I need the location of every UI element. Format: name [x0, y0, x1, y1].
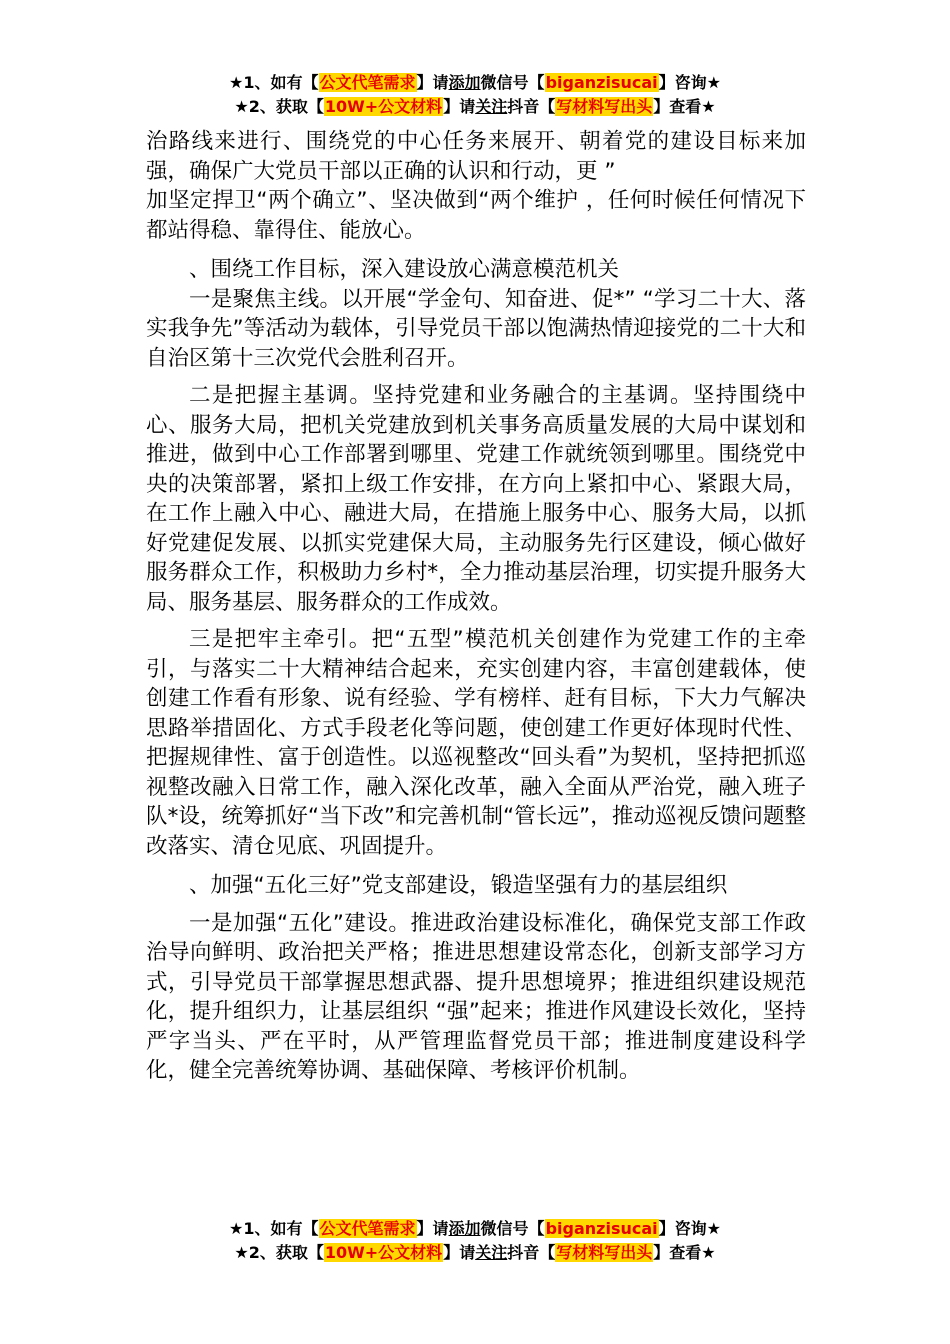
banner-text: 抖音【: [507, 1243, 556, 1262]
banner-underline: 关注: [475, 1243, 508, 1262]
paragraph-4: 二是把握主基调。坚持党建和业务融合的主基调。坚持围绕中心、服务大局，把机关党建放到机关事务高质量发展的大局中谋划和推进，做到中心工作部署到哪里、党建工作就统领到哪里。围绕党中央的决策部署，紧扣上级工作安排，在方向上紧扣中心、紧跟大局，在工作上融入中心、融进大局，在措施上服务中心、服务大局，以抓好党建促发展、以抓实党建保大局，主动服务先行区建设，倾心做好服务群众工作，积极助力乡村*，全力推动基层治理，切实提升服务大局、服务基层、服务群众的工作成效。: [146, 383, 806, 615]
banner-line-2: [0, 96, 950, 120]
banner-highlight: 10W+公文材料: [324, 97, 443, 116]
banner-text: 】查看★: [653, 1243, 716, 1262]
paragraph-6: 一是加强“五化”建设。推进政治建设标准化，确保党支部工作政治导向鲜明、政治把关严格；推进思想建设常态化，创新支部学习方式，引导党员干部掌握思想武器、提升思想境界；推进组织建设规范化，提升组织力，让基层组织 “强”起来；推进作风建设长效化，坚持严字当头、严在平时，从严管理监督党员干部；推进制度建设科学化，健全完善统筹协调、基础保障、考核评价机制。: [146, 910, 806, 1083]
banner-underline: 添加: [448, 73, 481, 92]
banner-highlight: biganzisucai: [545, 73, 658, 92]
banner-text: 】查看★: [653, 97, 716, 116]
paragraph-2: 加坚定捍卫“两个确立”、坚决做到“两个维护 ，任何时候任何情况下都站得稳、靠得住、能放心。: [146, 188, 806, 243]
banner-text: 抖音【: [507, 97, 556, 116]
paragraph-5: 三是把牢主牵引。把“五型”模范机关创建作为党建工作的主牵引，与落实二十大精神结合起来，充实创建内容，丰富创建载体，使创建工作看有形象、说有经验、学有榜样、赶有目标，下大力气解决思路举措固化、方式手段老化等问题，使创建工作更好体现时代性、把握规律性、富于创造性。以巡视整改“回头看”为契机，坚持把抓巡视整改融入日常工作，融入深化改革，融入全面从严治党，融入班子队*设，统筹抓好“当下改”和完善机制“管长远”，推动巡视反馈问题整改落实、清仓见底、巩固提升。: [146, 627, 806, 859]
banner-text: 】请: [416, 73, 449, 92]
banner-text: ★2、获取【: [234, 97, 324, 116]
banner-highlight: 写材料写出头: [556, 97, 653, 116]
banner-text: ★1、如有【: [229, 1219, 319, 1238]
banner-text: 】请: [443, 1243, 476, 1262]
banner-highlight: 写材料写出头: [556, 1243, 653, 1262]
banner-highlight: 公文代笔需求: [319, 1219, 416, 1238]
banner-text: 微信号【: [480, 1219, 545, 1238]
banner-text: ★1、如有【: [229, 73, 319, 92]
banner-line-1: [0, 72, 950, 96]
banner-underline: 关注: [475, 97, 508, 116]
header-banner: [0, 72, 950, 120]
banner-line-1: [0, 1218, 950, 1242]
banner-text: ★2、获取【: [234, 1243, 324, 1262]
banner-highlight: 10W+公文材料: [324, 1243, 443, 1262]
banner-highlight: 公文代笔需求: [319, 73, 416, 92]
footer-banner: [0, 1218, 950, 1266]
banner-text: 微信号【: [480, 73, 545, 92]
paragraph-3: 一是聚焦主线。以开展“学金句、知奋进、促*” “学习二十大、落实我争先”等活动为载体，引导党员干部以饱满热情迎接党的二十大和自治区第十三次党代会胜利召开。: [146, 286, 806, 371]
document-body: [146, 127, 806, 1086]
banner-underline: 添加: [448, 1219, 481, 1238]
banner-text: 】请: [416, 1219, 449, 1238]
banner-text: 】咨询★: [658, 1219, 721, 1238]
section-heading-2: 、加强“五化三好”党支部建设，锻造坚强有力的基层组织: [189, 873, 728, 898]
banner-text: 】咨询★: [658, 73, 721, 92]
banner-text: 】请: [443, 97, 476, 116]
paragraph-1: 治路线来进行、围绕党的中心任务来展开、朝着党的建设目标来加强，确保广大党员干部以正确的认识和行动，更 ”: [146, 129, 806, 184]
banner-highlight: biganzisucai: [545, 1219, 658, 1238]
banner-line-2: [0, 1242, 950, 1266]
section-heading-1: 、围绕工作目标，深入建设放心满意模范机关: [189, 257, 620, 282]
